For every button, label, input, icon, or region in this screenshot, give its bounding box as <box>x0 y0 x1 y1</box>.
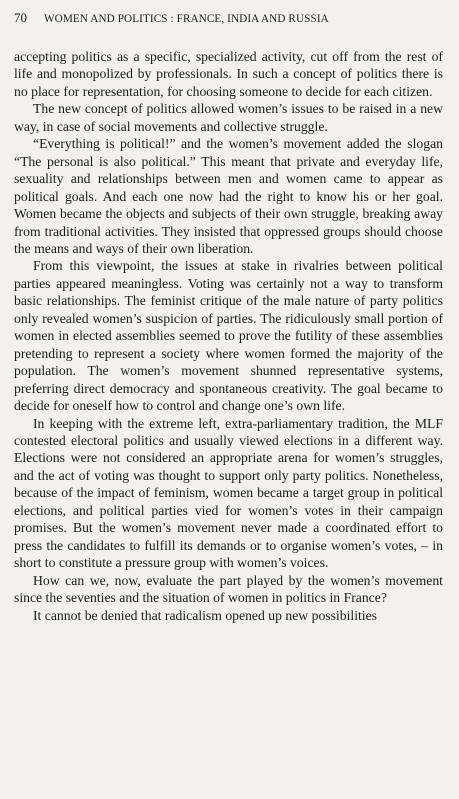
paragraph-1: accepting politics as a specific, specialized activity, cut off from the rest of life and monopolized by professionals. In such a concept of politics there is no place for representation, for choosing someone to decide for each citizen. <box>14 49 443 99</box>
running-header <box>14 10 443 32</box>
paragraph-3: “Everything is political!” and the women’s movement added the slogan “The personal is also political.” This meant that private and everyday life, sexuality and relationships between men and women came to appear as political goals. And each one now had the right to know his or her goal. Women became the objects and subjects of their own struggle, breaking away from traditional activities. They insisted that oppressed groups should choose the means and ways of their own liberation. <box>14 136 443 256</box>
paragraph-4: From this viewpoint, the issues at stake in rivalries between political parties appeared meaningless. Voting was certainly not a way to transform basic relationships. The feminist critique of the male nature of party politics only revealed women’s suspicion of parties. The ridiculously small portion of women in elected assemblies seemed to prove the futility of these assemblies pretending to represent a society where women formed the majority of the population. The women’s movement shunned representative systems, preferring direct democracy and spontaneous creativity. The goal became to decide for oneself how to control and change one’s own life. <box>14 258 443 414</box>
paragraph-6: How can we, now, evaluate the part played by the women’s movement since the seventies and the situation of women in politics in France? <box>14 572 443 606</box>
body-text <box>14 48 443 624</box>
paragraph-5: In keeping with the extreme left, extra-parliamentary tradition, the MLF contested electoral politics and usually viewed elections in a different way. Elections were not considered an appropriate arena for women’s struggles, and the act of voting was thought to support only party politics. Nonetheless, because of the impact of feminism, women became a target group in political elections, and political parties vied for women’s votes in their campaign promises. But the women’s movement never made a coordinated effort to press the candidates to fulfill its demands or to organise women’s votes, – in short to constitute a pressure group with women’s voices. <box>14 415 443 571</box>
page-number: 70 <box>14 10 27 25</box>
paragraph-2: The new concept of politics allowed women’s issues to be raised in a new way, in case of social movements and collective struggle. <box>14 101 443 134</box>
running-title: WOMEN AND POLITICS : FRANCE, INDIA AND RUSSIA <box>44 13 329 25</box>
paragraph-7: It cannot be denied that radicalism opened up new possibilities <box>33 607 377 623</box>
